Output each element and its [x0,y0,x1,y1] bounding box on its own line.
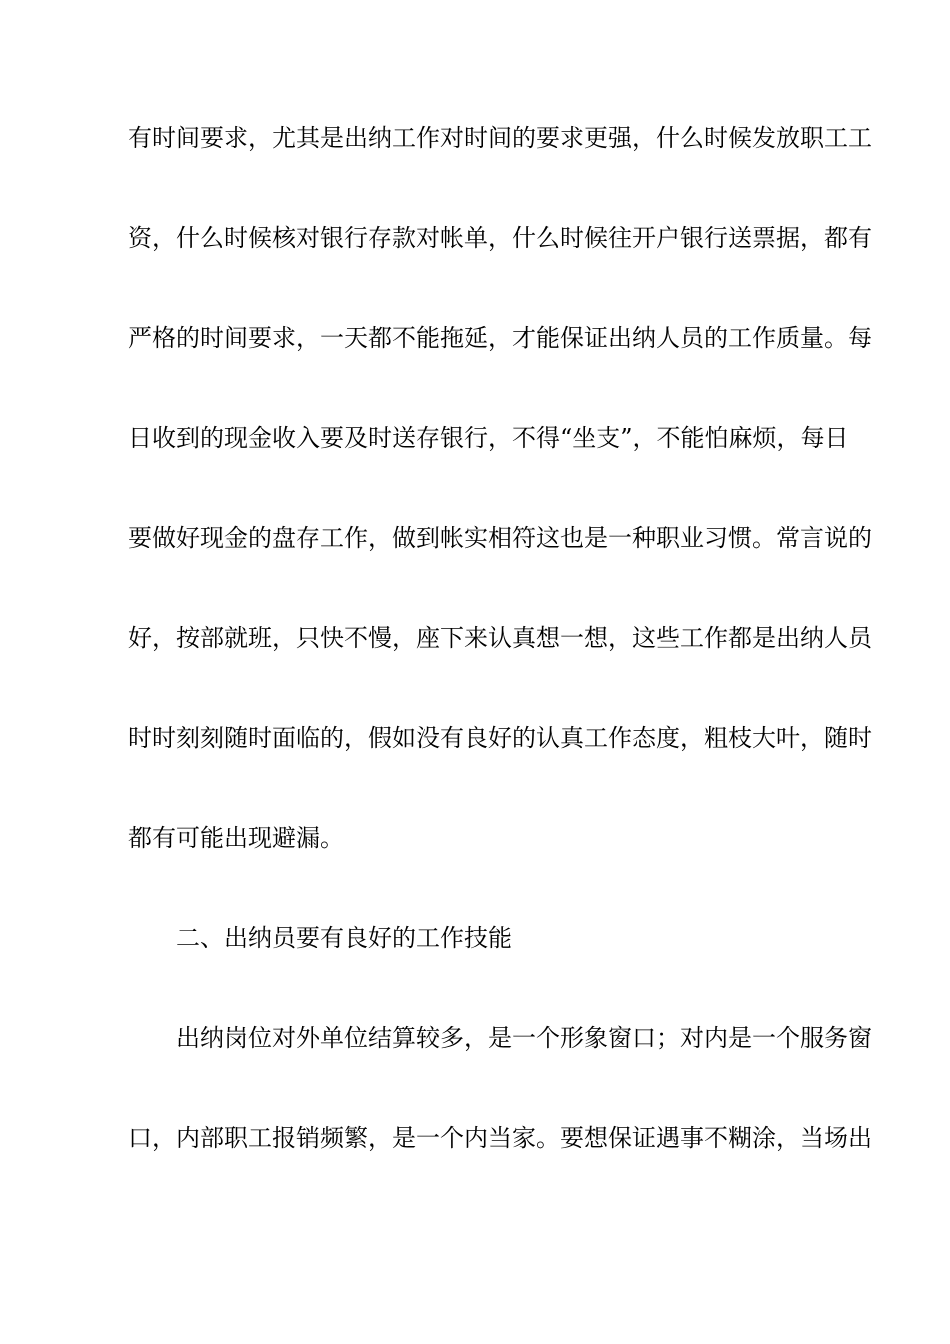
paragraph-line: 日收到的现金收入要及时送存银行，不得“坐支”，不能怕麻烦，每日 [128,424,849,452]
paragraph-line: 时时刻刻随时面临的，假如没有良好的认真工作态度，粗枝大叶，随时 [128,724,872,752]
paragraph-line: 好，按部就班，只快不慢，座下来认真想一想，这些工作都是出纳人员 [128,624,872,652]
section-heading: 二、出纳员要有良好的工作技能 [176,924,512,952]
paragraph-line: 要做好现金的盘存工作，做到帐实相符这也是一种职业习惯。常言说的 [128,524,872,552]
paragraph-line: 有时间要求，尤其是出纳工作对时间的要求更强，什么时候发放职工工 [128,124,872,152]
paragraph-line: 都有可能出现避漏。 [128,824,344,852]
paragraph-line: 资，什么时候核对银行存款对帐单，什么时候往开户银行送票据，都有 [128,224,872,252]
paragraph-line: 出纳岗位对外单位结算较多，是一个形象窗口；对内是一个服务窗 [176,1024,872,1052]
paragraph-line: 口，内部职工报销频繁，是一个内当家。要想保证遇事不糊涂，当场出 [128,1124,872,1152]
paragraph-line: 严格的时间要求，一天都不能拖延，才能保证出纳人员的工作质量。每 [128,324,872,352]
